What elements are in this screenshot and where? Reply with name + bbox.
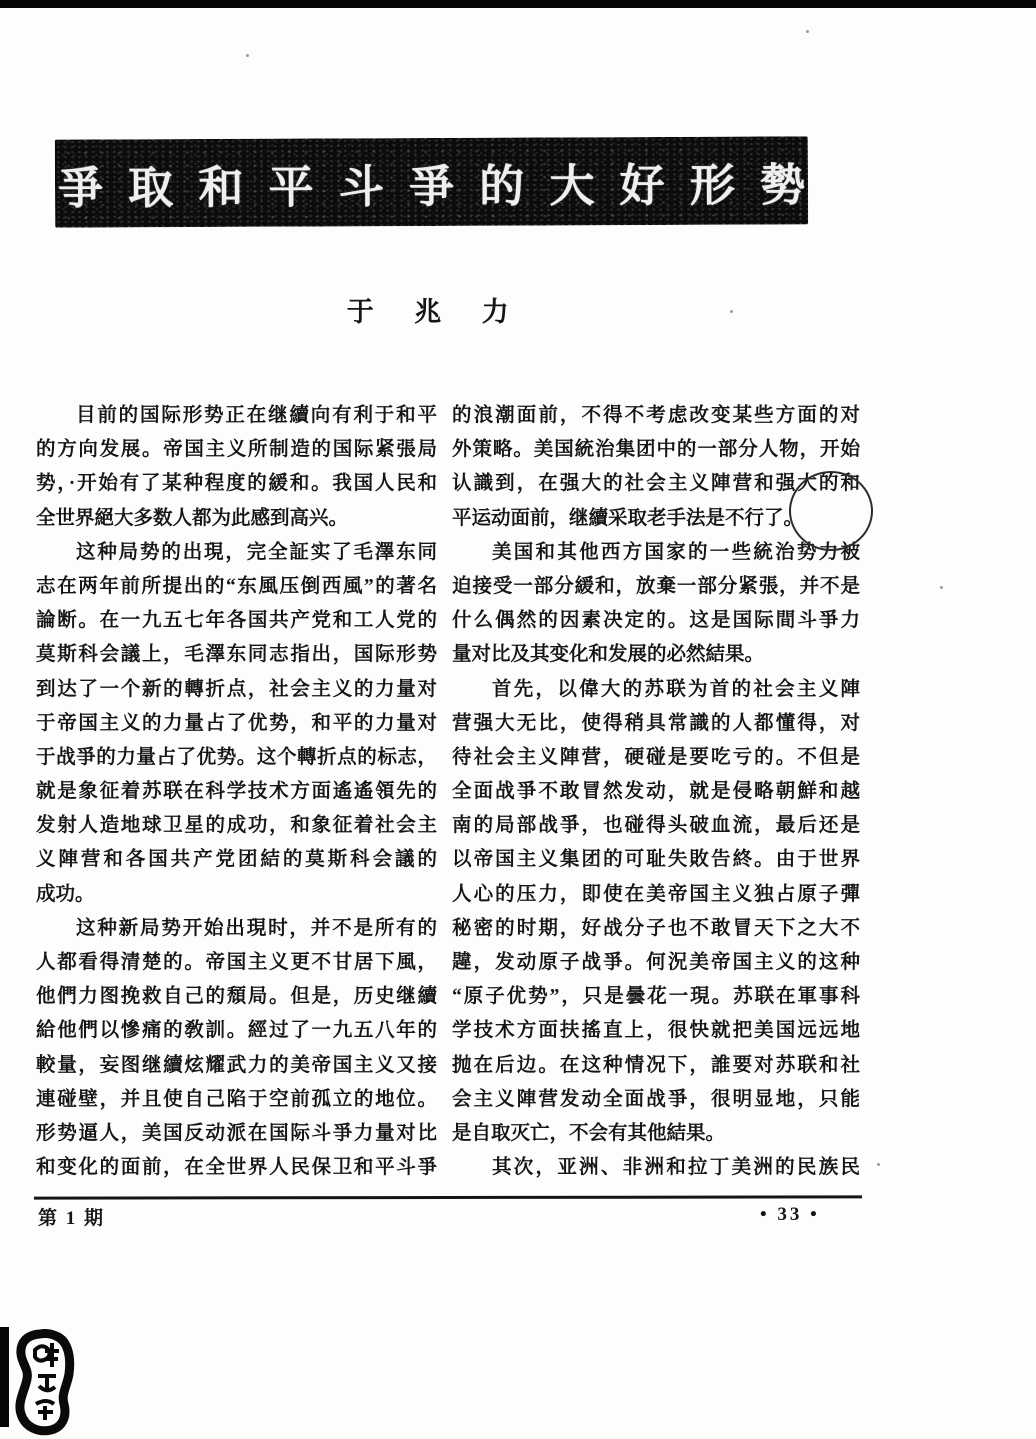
pen-circle-annotation <box>789 471 873 551</box>
title-banner <box>55 136 831 227</box>
text-line: 南的局部战爭，也碰得头破血流，最后还是 <box>452 815 860 837</box>
text-line: 学技术方面扶搖直上，很快就把美国远远地 <box>452 1020 860 1042</box>
speckle <box>877 1163 880 1166</box>
text-line: 于帝国主义的力量占了优势，和平的力量对 <box>36 712 437 734</box>
text-line: 人心的压力，即使在美帝国主义独占原子彈 <box>452 883 860 905</box>
scan-top-edge <box>0 0 1036 8</box>
text-line: 成功。 <box>36 883 95 905</box>
text-line: 志在两年前所提出的“东風压倒西風”的著名 <box>36 575 437 597</box>
author-name: 于兆力 <box>346 297 550 327</box>
text-line: 发射人造地球卫星的成功，和象征着社会主 <box>36 815 437 837</box>
text-line: 这种新局势开始出現时，并不是所有的 <box>76 917 437 939</box>
text-line: 以帝国主义集团的可耻失敗告終。由于世界 <box>452 849 860 871</box>
text-line: 全面战爭不敢冒然发动，就是侵略朝鮮和越 <box>452 781 860 803</box>
text-line: 他們力图挽救自己的頹局。但是，历史继續 <box>36 986 437 1008</box>
text-line: “原子优势”，只是曇花一現。苏联在軍事科 <box>452 986 860 1008</box>
text-line: 的方向发展。帝国主义所制造的国际紧張局 <box>36 439 437 461</box>
text-line: 是自取灭亡，不会有其他結果。 <box>452 1122 726 1144</box>
text-line: 营强大无比，使得稍具常識的人都懂得，对 <box>452 712 860 734</box>
text-line: 就是象征着苏联在科学技术方面遙遙領先的 <box>36 781 437 803</box>
text-line: 和变化的面前，在全世界人民保卫和平斗爭 <box>36 1157 437 1179</box>
footer-page-number: • 33 • <box>760 1204 820 1225</box>
text-line: 平运动面前，继續采取老手法是不行了。 <box>452 507 804 529</box>
text-line: 目前的国际形势正在继續向有利于和平 <box>76 405 437 426</box>
text-line: 抛在后边。在这种情况下，誰要对苏联和社 <box>452 1054 860 1076</box>
speckle <box>806 30 809 33</box>
text-line: 量对比及其变化和发展的必然結果。 <box>452 644 765 666</box>
text-line: 給他們以慘痛的敎訓。經过了一九五八年的 <box>36 1020 437 1042</box>
text-line: 这种局势的出現，完全証实了毛澤东同 <box>76 541 437 563</box>
footer-issue-label: 第 1 期 <box>38 1208 106 1229</box>
speckle <box>246 54 249 57</box>
text-line: 全世界絕大多数人都为此感到高兴。 <box>36 507 349 529</box>
text-line: 迫接受一部分緩和，放棄一部分紧張，并不是 <box>452 575 860 597</box>
text-line: 义陣营和各国共产党团結的莫斯科会議的 <box>36 849 437 871</box>
text-line: 什么偶然的因素决定的。这是国际間斗爭力 <box>452 610 860 632</box>
text-line: 莫斯科会議上，毛澤东同志指出，国际形势 <box>36 644 437 666</box>
text-line: 于战爭的力量占了优势。这个轉折点的标志， <box>36 746 437 768</box>
text-line: 人都看得清楚的。帝国主义更不甘居下風， <box>36 952 437 973</box>
text-line: 秘密的时期，好战分子也不敢冒天下之大不 <box>452 917 860 939</box>
speckle <box>730 310 733 313</box>
text-line: 韙，发动原子战爭。何況美帝国主义的这种 <box>452 952 860 973</box>
text-line: 美国和其他西方国家的一些統治势力被 <box>492 541 860 563</box>
text-line: 势，·开始有了某种程度的緩和。我国人民和 <box>36 473 437 495</box>
text-line: 論断。在一九五七年各国共产党和工人党的 <box>36 610 437 632</box>
column-left <box>36 399 437 1185</box>
text-line: 认識到，在强大的社会主义陣营和强大的和 <box>452 473 860 495</box>
seal-stamp-icon <box>8 1328 108 1436</box>
text-line: 形势逼人，美国反动派在国际斗爭力量对比 <box>36 1122 437 1144</box>
speckle <box>940 586 943 589</box>
text-line: 的浪潮面前，不得不考虑改变某些方面的对 <box>452 405 860 426</box>
text-line: 待社会主义陣营，硬碰是要吃亏的。不但是 <box>452 746 860 768</box>
text-line: 較量，妄图继續炫耀武力的美帝国主义又接 <box>36 1054 437 1076</box>
text-line: 首先，以偉大的苏联为首的社会主义陣 <box>492 678 860 700</box>
text-line: 其次，亚洲、非洲和拉丁美洲的民族民 <box>492 1157 860 1179</box>
text-line: 会主义陣营发动全面战爭，很明显地，只能 <box>452 1088 860 1110</box>
footer-rule <box>34 1195 862 1199</box>
page-title: 爭取和平斗爭的大好形勢 <box>57 159 831 214</box>
text-line: 連碰壁，并且使自己陷于空前孤立的地位。 <box>36 1088 437 1110</box>
text-line: 外策略。美国統治集团中的一部分人物，开始 <box>452 439 860 461</box>
text-line: 到达了一个新的轉折点，社会主义的力量对 <box>36 678 437 700</box>
